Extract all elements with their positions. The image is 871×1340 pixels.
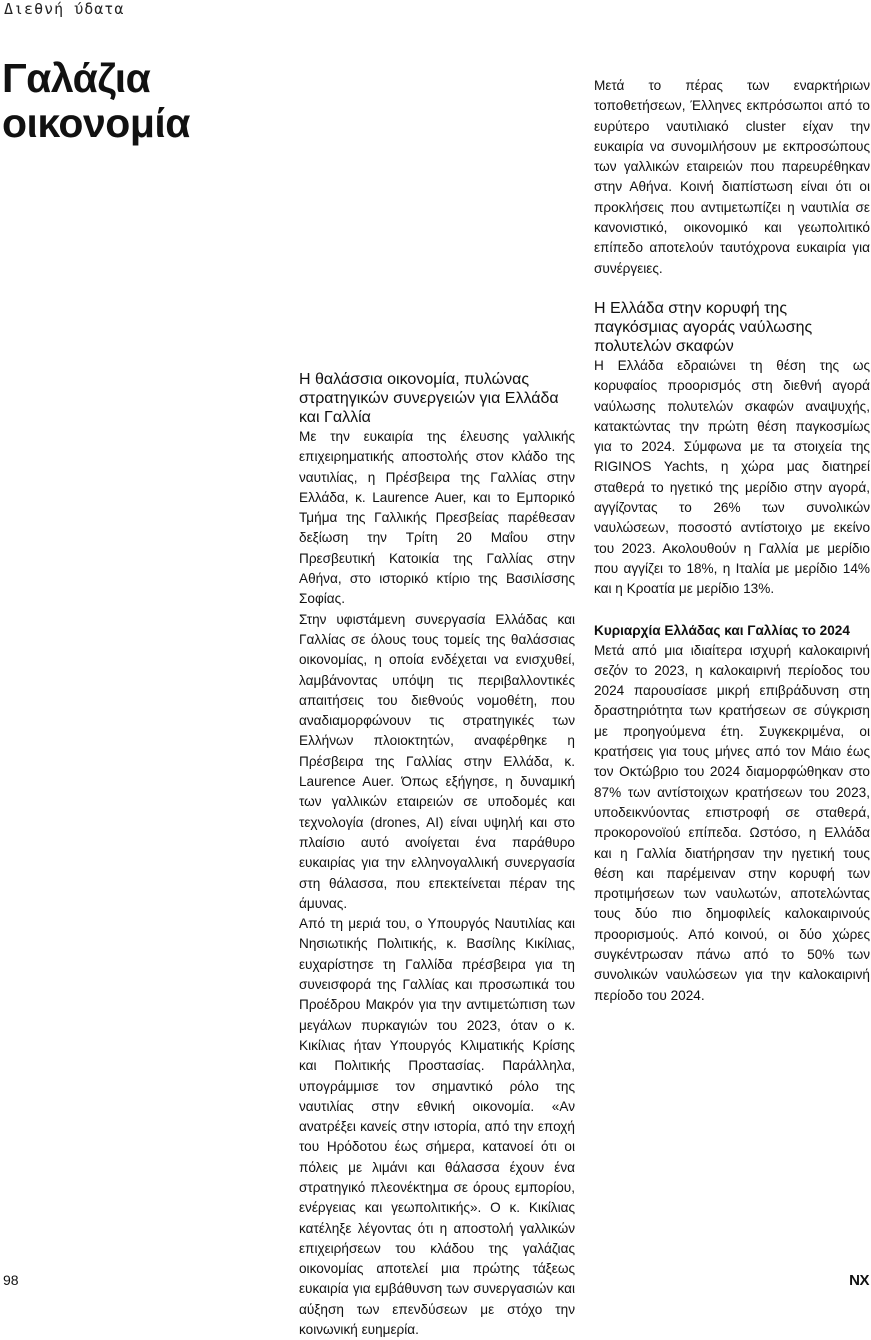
page-number: 98 [3, 1272, 19, 1288]
article2-subheading: Κυριαρχία Ελλάδας και Γαλλίας το 2024 [594, 622, 850, 638]
article-column-middle [299, 370, 575, 1340]
article1-paragraph-1: Με την ευκαιρία της έλευσης γαλλικής επιχειρηματικής αποστολής στον κλάδο της ναυτιλίας, η Πρέσβειρα της Γαλλίας στην Ελλάδα, κ. Laurence Auer, και το Εμπορικό Τμήμα της Γαλλικής Πρεσβείας παρέθεσαν δεξίωση την Τρίτη 20 Μαΐου στην Πρεσβευτική Κατοικία της Γαλλίας στην Αθήνα, στο ιστορικό κτίριο της Βασιλίσσης Σοφίας. [299, 429, 575, 607]
article2-paragraph-2: Μετά από μια ιδιαίτερα ισχυρή καλοκαιρινή σεζόν το 2023, η καλοκαιρινή περίοδος του 2024 παρουσίασε μικρή επιβράδυνση στη δραστηριότητα των κρατήσεων σε σύγκριση με προηγούμενα έτη. Συγκεκριμένα, οι κρατήσεις για τους μήνες από τον Μάιο έως τον Οκτώβριο του 2024 διαμορφώθηκαν στο 87% των αντίστοιχων κρατήσεων του 2023, υποδεικνύοντας επιστροφή σε σταθερά, προκορονοϊού επίπεδα. Ωστόσο, η Ελλάδα και η Γαλλία διατήρησαν την ηγετική τους θέση και παρέμειναν στην κορυφή των προτιμήσεων των ναυλωτών, αποτελώντας τους δύο πιο δημοφιλείς καλοκαιρινούς προορισμούς. Από κοινού, οι δύο χώρες συγκέντρωσαν πάνω από το 50% των συνολικών ναυλώσεων για την καλοκαιρινή περίοδο του 2024. [594, 642, 870, 1003]
article-column-right [594, 76, 870, 1006]
article2-paragraph-1: Η Ελλάδα εδραιώνει τη θέση της ως κορυφαίος προορισμός στη διεθνή αγορά ναύλωσης πολυτελών σκαφών αναψυχής, κατακτώντας την πρώτη θέση παγκοσμίως για το 2024. Σύμφωνα με τα στοιχεία της RIGINOS Yachts, η χώρα μας διατηρεί σταθερά το ηγετικό της μερίδιο στην αγορά, αγγίζοντας το 26% των συνολικών ναυλώσεων, ποσοστό αντίστοιχο με εκείνο του 2023. Ακολουθούν η Γαλλία με μερίδιο που αγγίζει το 18%, η Ιταλία με μερίδιο 14% και η Κροατία με μερίδιο 13%. [594, 357, 870, 597]
article1-paragraph-2: Στην υφιστάμενη συνεργασία Ελλάδας και Γαλλίας σε όλους τους τομείς της θαλάσσιας οικονομίας, η οποία ενδέχεται να ενισχυθεί, λαμβάνοντας υπόψη τις περιβαλλοντικές απαιτήσεις του διεθνούς νομοθέτη, που αναδιαμορφώνουν τις στρατηγικές των Ελλήνων πλοιοκτητών, αναφέρθηκε η Πρέσβειρα της Γαλλίας στην Ελλάδα, κ. Laurence Auer. Όπως εξήγησε, η δυναμική των γαλλικών εταιρειών σε υποδομές και τεχνολογία (drones, AI) είναι υψηλή και στο πλαίσιο αυτό ανοίγεται ένα παράθυρο ευκαιρίας για την ελληνογαλλική συνεργασία στη θάλασσα, που επεκτείνεται πέραν της άμυνας. [299, 611, 575, 911]
magazine-logo: NX [849, 1272, 869, 1289]
article1-heading: Η θαλάσσια οικονομία, πυλώνας στρατηγικών συνεργειών για Ελλάδα και Γαλλία [299, 371, 559, 426]
page-title-line-2: οικονομία [2, 100, 191, 146]
section-label: Διεθνή ύδατα [4, 0, 125, 18]
article1-paragraph-4: Μετά το πέρας των εναρκτήριων τοποθετήσεων, Έλληνες εκπρόσωποι από το ευρύτερο ναυτιλιακό cluster είχαν την ευκαιρία να συνομιλήσουν με εκπροσώπους των γαλλικών εταιρειών που παρευρέθηκαν στην Αθήνα. Κοινή διαπίστωση είναι ότι οι προκλήσεις που αντιμετωπίζει η ναυτιλία σε κανονιστικό, οικονομικό και γεωπολιτικό επίπεδο αποτελούν ταυτόχρονα ευκαιρία για συνέργειες. [594, 78, 870, 276]
page-title [2, 56, 190, 146]
article1-paragraph-3: Από τη μεριά του, ο Υπουργός Ναυτιλίας και Νησιωτικής Πολιτικής, κ. Βασίλης Κικίλιας, ευχαρίστησε τη Γαλλίδα πρέσβειρα για τη συνεισφορά της Γαλλίας και προσωπικά του Προέδρου Μακρόν για την αντιμετώπιση των μεγάλων πυρκαγιών του 2023, όταν ο κ. Κικίλιας ήταν Υπουργός Κλιματικής Κρίσης και Πολιτικής Προστασίας. Παράλληλα, υπογράμμισε τον σημαντικό ρόλο της ναυτιλίας στην εθνική οικονομία. «Αν ανατρέξει κανείς στην ιστορία, από την εποχή του Ηρόδοτου έως σήμερα, κατανοεί ότι οι πόλεις με λιμάνι και θάλασσα έχουν ένα στρατηγικό πλεονέκτημα σε όρους εμπορίου, ενέργειας και γεωπολιτικής». Ο κ. Κικίλιας κατέληξε λέγοντας ότι η αποστολή γαλλικών επιχειρήσεων του κλάδου της γαλάζιας οικονομίας αποτελεί μια πρώτης τάξεως ευκαιρία για εμβάθυνση των συνεργασιών και αύξηση των επενδύσεων με στόχο την κοινωνική ευημερία. [299, 916, 575, 1338]
page-title-line-1: Γαλάζια [2, 55, 151, 101]
article2-heading: Η Ελλάδα στην κορυφή της παγκόσμιας αγοράς ναύλωσης πολυτελών σκαφών [594, 299, 813, 355]
